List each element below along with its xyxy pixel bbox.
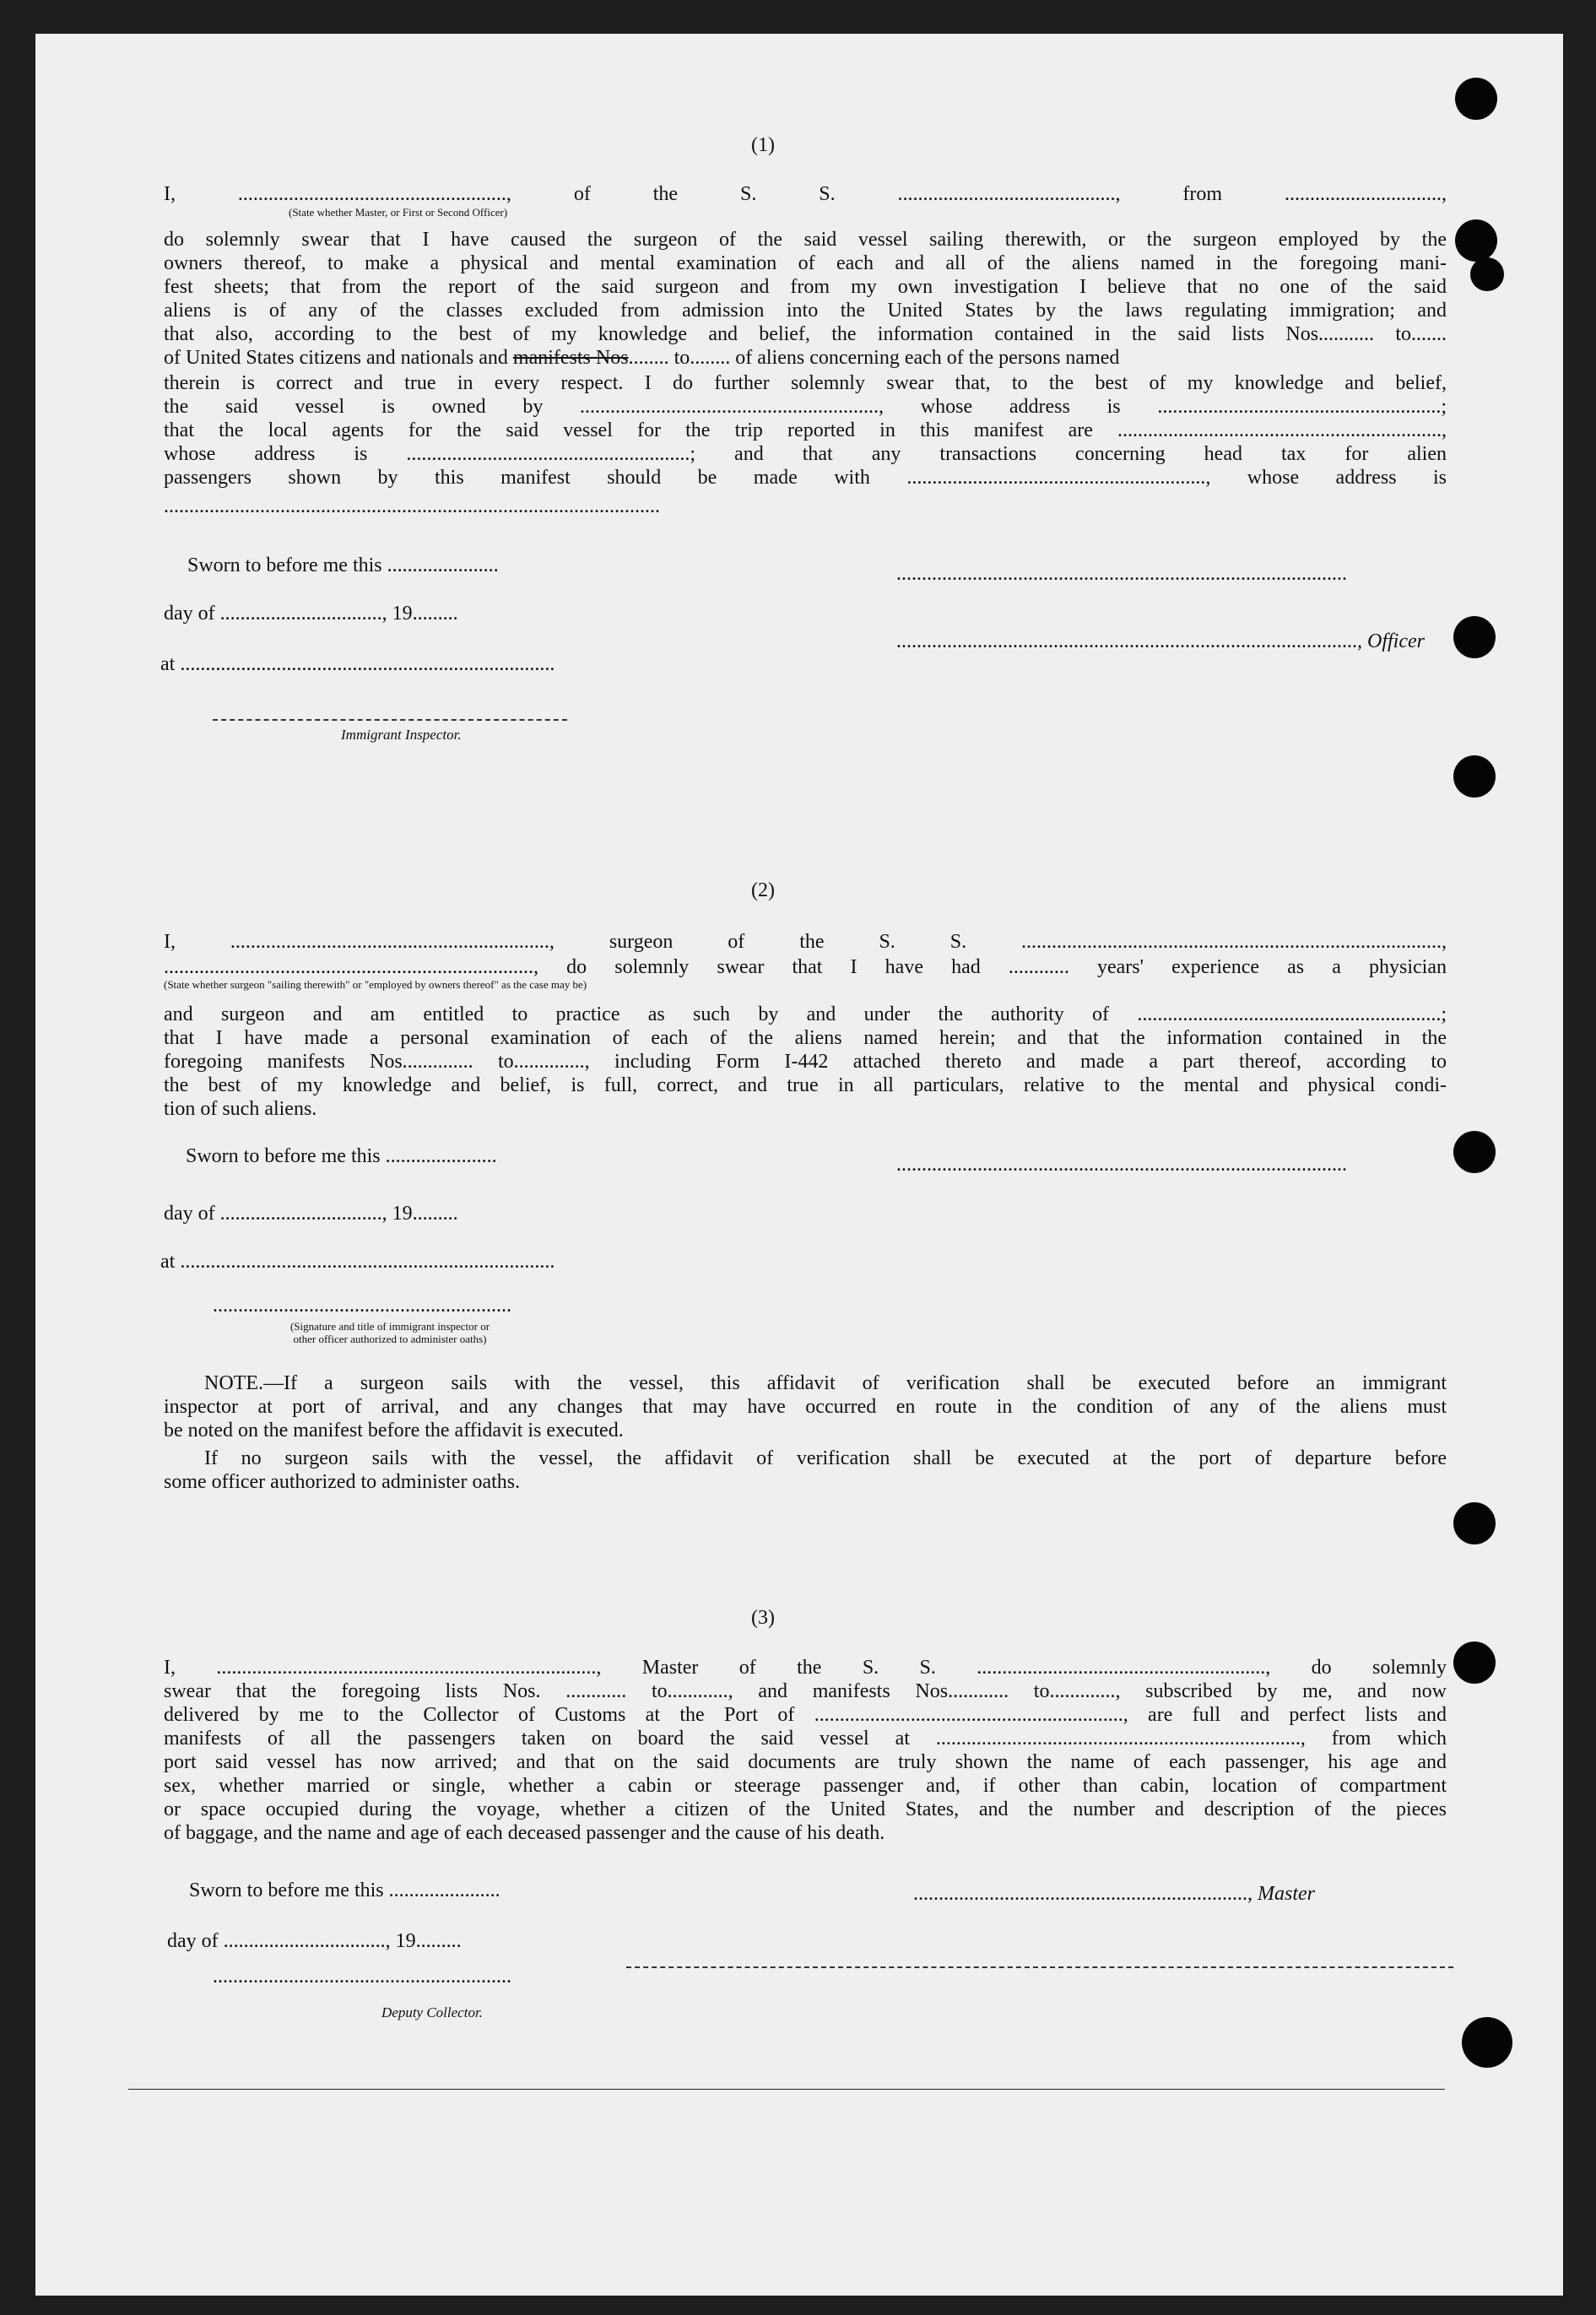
s2-note-0: NOTE.—If a surgeon sails with the vessel, this affidavit of verification shall be executed before an immigrant bbox=[204, 1372, 1447, 1394]
s2-sig-line-2: ........................................................... bbox=[213, 1295, 511, 1317]
s1-para-8: that the local agents for the said vessel for the trip reported in this manifest are ................................................................, bbox=[164, 419, 1447, 441]
s1-para-5 bbox=[164, 348, 1119, 368]
s2-para-0: and surgeon and am entitled to practice as such by and under the authority of ............................................................; bbox=[164, 1003, 1447, 1025]
s2-at: at .......................................................................... bbox=[160, 1251, 555, 1273]
s3-deputy: Deputy Collector. bbox=[381, 2004, 483, 2020]
s2-note-3: If no surgeon sails with the vessel, the affidavit of verification shall be executed at the port of departure before bbox=[204, 1447, 1447, 1469]
section1-number: (1) bbox=[751, 134, 775, 156]
s3-para-2: delivered by me to the Collector of Customs at the Port of ............................................................., are full and perfect lists and bbox=[164, 1704, 1447, 1726]
bottom-rule bbox=[128, 2089, 1445, 2090]
section2-number: (2) bbox=[751, 879, 775, 901]
s1-para-6: therein is correct and true in every respect. I do further solemnly swear that, to the best of my knowledge and belief, bbox=[164, 372, 1447, 394]
s2-note-1: inspector at port of arrival, and any changes that may have occurred en route in the condition of any of the aliens must bbox=[164, 1396, 1447, 1418]
s2-para-4: tion of such aliens. bbox=[164, 1098, 317, 1120]
s3-para-7: of baggage, and the name and age of each deceased passenger and the cause of his death. bbox=[164, 1822, 885, 1844]
section1-caption: (State whether Master, or First or Second Officer) bbox=[289, 206, 508, 219]
s1-para-3: aliens is of any of the classes excluded from admission into the United States by the laws regulating immigration; and bbox=[164, 300, 1447, 322]
s2-line2: ........................................................................., do solemnly swear that I have had ............ years' experience as a physician bbox=[164, 956, 1447, 978]
s2-sworn: Sworn to before me this ...................... bbox=[186, 1145, 497, 1167]
s2-day: day of ................................, 19......... bbox=[164, 1203, 458, 1225]
s1-sworn: Sworn to before me this ...................... bbox=[187, 554, 499, 576]
s2-para-1: that I have made a personal examination of each of the aliens named herein; and that the information contained in the bbox=[164, 1027, 1447, 1049]
punch-hole-icon bbox=[1462, 2017, 1512, 2068]
s1-day: day of ................................, 19......... bbox=[164, 603, 458, 625]
s1-para-9: whose address is ........................................................; and that any transactions concerning head tax for alien bbox=[164, 443, 1447, 465]
s2-sig-caption-2: other officer authorized to administer oaths) bbox=[293, 1333, 487, 1345]
section1-line1: I, ....................................................., of the S. S. ..........................................., from ..............................., bbox=[164, 183, 1447, 205]
s2-para-3: the best of my knowledge and belief, is full, correct, and true in all particulars, relative to the mental and physical condi- bbox=[164, 1074, 1447, 1096]
s3-day: day of ................................, 19......... bbox=[167, 1930, 462, 1952]
s3-dash-line bbox=[626, 1966, 1453, 1968]
s1-para-5-start: of United States citizens and nationals and bbox=[164, 347, 508, 369]
s2-note-2: be noted on the manifest before the affidavit is executed. bbox=[164, 1420, 624, 1441]
punch-hole-icon bbox=[1453, 1502, 1496, 1544]
s2-sig-caption-1: (Signature and title of immigrant inspector or bbox=[289, 1320, 490, 1333]
s3-para-4: port said vessel has now arrived; and that on the said documents are truly shown the name of each passenger, his age and bbox=[164, 1751, 1447, 1773]
s1-para-5-rest: ........ to........ of aliens concerning each of the persons named bbox=[628, 347, 1120, 369]
s1-para-0: do solemnly swear that I have caused the surgeon of the said vessel sailing therewith, or the surgeon employed by the bbox=[164, 229, 1447, 251]
punch-hole-icon bbox=[1455, 78, 1497, 120]
s1-struck-text: manifests Nos bbox=[512, 347, 629, 369]
s3-para-6: or space occupied during the voyage, whether a citizen of the United States, and the number and description of the pieces bbox=[164, 1798, 1447, 1820]
s1-officer-label: Officer bbox=[1367, 630, 1425, 652]
s1-para-2: fest sheets; that from the report of the said surgeon and from my own investigation I believe that no one of the said bbox=[164, 276, 1447, 298]
s3-para-5: sex, whether married or single, whether a cabin or steerage passenger and, if other than cabin, location of compartment bbox=[164, 1775, 1447, 1797]
document-page bbox=[35, 34, 1563, 2296]
punch-hole-icon bbox=[1453, 616, 1496, 658]
s1-at: at .......................................................................... bbox=[160, 653, 555, 675]
s3-master-label: Master bbox=[1258, 1883, 1315, 1905]
punch-hole-icon bbox=[1453, 755, 1496, 798]
s1-para-1: owners thereof, to make a physical and mental examination of each and all of the aliens named in the foregoing mani- bbox=[164, 252, 1447, 274]
s1-para-11-dots: .................................................................................................. bbox=[164, 495, 660, 517]
s2-para-2: foregoing manifests Nos.............. to.............., including Form I-442 attached thereto and made a part thereof, according to bbox=[164, 1051, 1447, 1073]
s2-caption: (State whether surgeon "sailing therewith" or "employed by owners thereof" as the case may be) bbox=[164, 978, 587, 991]
s3-master-line: .................................................................., Master bbox=[913, 1883, 1315, 1905]
s3-para-0: I, ..........................................................................., Master of the S. S. ........................................................., do solemnly bbox=[164, 1657, 1447, 1679]
s1-para-10: passengers shown by this manifest should be made with ..........................................................., whose address is bbox=[164, 467, 1447, 489]
s1-sig-line-1: ......................................................................................... bbox=[896, 563, 1347, 585]
s1-inspector-line bbox=[213, 719, 567, 721]
s3-sworn: Sworn to before me this ...................... bbox=[189, 1880, 500, 1901]
section3-number: (3) bbox=[751, 1607, 775, 1629]
s3-para-3: manifests of all the passengers taken on board the said vessel at ........................................................................, from which bbox=[164, 1728, 1447, 1750]
punch-hole-icon bbox=[1453, 1642, 1496, 1684]
s1-officer-line: ..........................................................................................., Officer bbox=[896, 630, 1425, 652]
s3-deputy-dots: ........................................................... bbox=[213, 1966, 511, 1988]
punch-hole-icon bbox=[1470, 257, 1504, 291]
s3-para-1: swear that the foregoing lists Nos. ............ to............, and manifests Nos............ to............., subscribed by me, and now bbox=[164, 1680, 1447, 1702]
s1-inspector: Immigrant Inspector. bbox=[341, 727, 462, 743]
s1-para-7: the said vessel is owned by ..........................................................., whose address is ........................................................; bbox=[164, 396, 1447, 418]
s2-line1: I, ..............................................................., surgeon of the S. S. ..................................................................................., bbox=[164, 931, 1447, 953]
s1-para-4: that also, according to the best of my knowledge and belief, the information contained in the said lists Nos........... to....... bbox=[164, 323, 1447, 345]
s2-note-4: some officer authorized to administer oaths. bbox=[164, 1471, 521, 1493]
s2-sig-line-1: ......................................................................................... bbox=[896, 1154, 1347, 1176]
punch-hole-icon bbox=[1453, 1131, 1496, 1173]
punch-hole-icon bbox=[1455, 219, 1497, 262]
